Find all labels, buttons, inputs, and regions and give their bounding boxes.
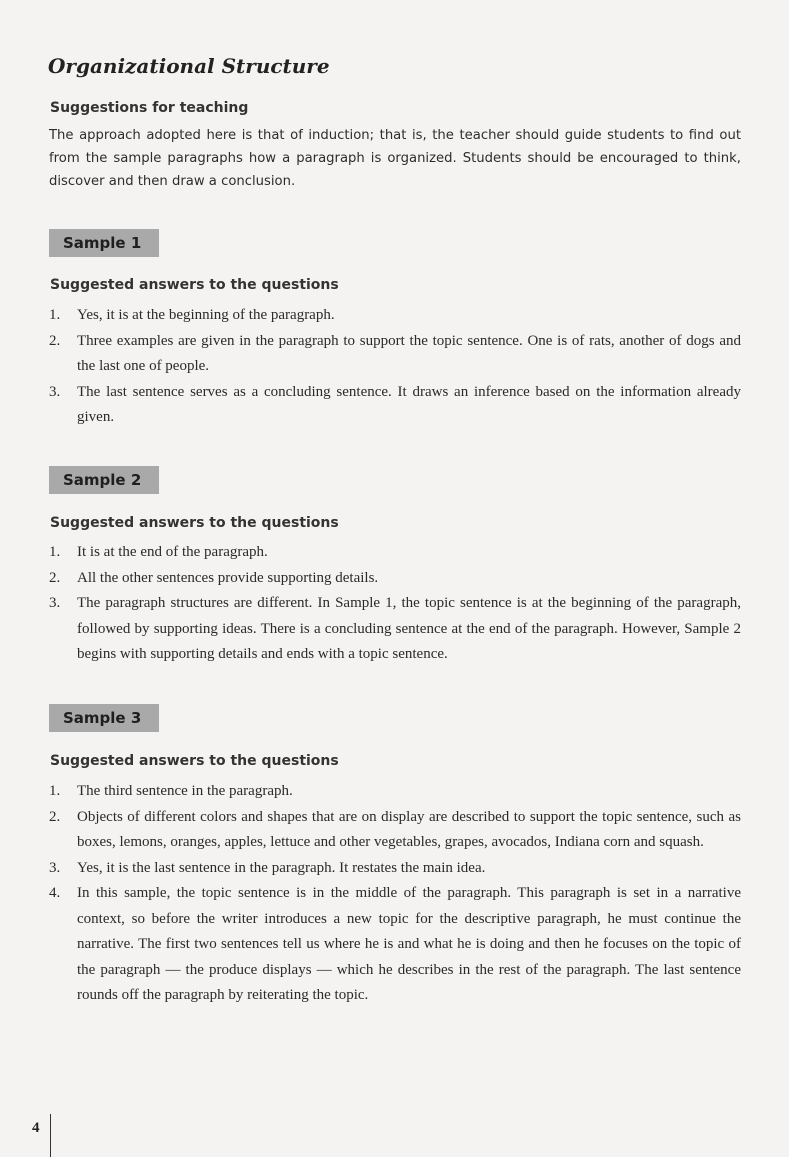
sample-3-label: Sample 3 [49, 704, 159, 732]
answer-item: 3. The paragraph structures are different. In Sample 1, the topic sentence is at the beginning of the paragraph, followed by supporting ideas. There is a concluding sentence at the end of the paragraph. However, Sample 2 begins with supporting details and ends with a topic sentence. [49, 595, 741, 662]
page-number: 4 [32, 1120, 40, 1136]
sample-3-answer-list [49, 779, 741, 1009]
sample-1-label: Sample 1 [49, 229, 159, 257]
sample-3-answers-heading: Suggested answers to the questions [50, 753, 339, 769]
answer-item: 3. The last sentence serves as a concluding sentence. It draws an inference based on the information already given. [49, 383, 741, 425]
answer-item: 2. Three examples are given in the paragraph to support the topic sentence. One is of rats, another of dogs and the last one of people. [49, 332, 741, 374]
sample-2-answers-heading: Suggested answers to the questions [50, 515, 339, 531]
intro-paragraph: The approach adopted here is that of induction; that is, the teacher should guide students to find out from the sample paragraphs how a paragraph is organized. Students should be encouraged to think, discover and then draw a conclusion. [49, 128, 741, 189]
answer-item: 1. It is at the end of the paragraph. [49, 544, 268, 560]
sample-1-answer-list [49, 303, 741, 431]
answer-item: 2. Objects of different colors and shapes that are on display are described to support the topic sentence, such as boxes, lemons, oranges, apples, lettuce and other vegetables, grapes, avocados, Indiana corn and squash. [49, 808, 741, 850]
page-title: Organizational Structure [48, 54, 330, 78]
sample-2-answer-list [49, 540, 741, 668]
answer-item: 3. Yes, it is the last sentence in the paragraph. It restates the main idea. [49, 859, 486, 876]
suggestions-heading: Suggestions for teaching [50, 100, 249, 116]
answer-item: 4. In this sample, the topic sentence is in the middle of the paragraph. This paragraph is set in a narrative context, so before the writer introduces a new topic for the descriptive paragraph, he must continue the narrative. The first two sentences tell us where he is and what he is doing and then he focuses on the topic of the paragraph — the produce displays — which he describes in the rest of the paragraph. The last sentence rounds off the paragraph by reiterating the topic. [49, 885, 741, 1003]
answer-item: 1. Yes, it is at the beginning of the paragraph. [49, 307, 335, 323]
sample-2-label: Sample 2 [49, 466, 159, 494]
answer-item: 2. All the other sentences provide supporting details. [49, 569, 379, 586]
answer-item: 1. The third sentence in the paragraph. [49, 783, 293, 799]
sample-1-answers-heading: Suggested answers to the questions [50, 277, 339, 293]
page-number-divider [50, 1114, 51, 1157]
